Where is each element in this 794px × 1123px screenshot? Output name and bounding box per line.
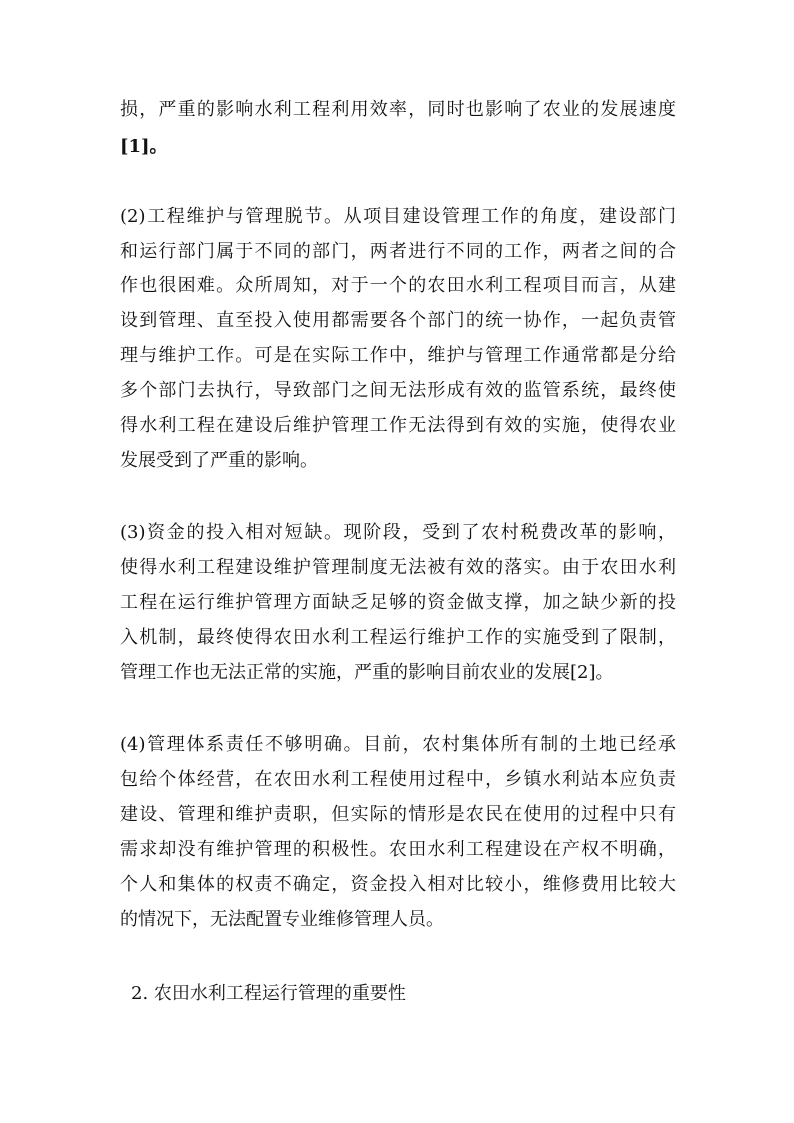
text-line: 个人和集体的权责不确定，资金投入相对比较小，维修费用比较大	[120, 874, 676, 895]
text-line: 理与维护工作。可是在实际工作中，维护与管理工作通常都是分给	[120, 345, 676, 366]
text-line: 设到管理、直至投入使用都需要各个部门的统一协作，一起负责管	[120, 310, 676, 331]
text-line: 发展受到了严重的影响。	[120, 450, 318, 471]
text-line: (2)工程维护与管理脱节。从项目建设管理工作的角度，建设部门	[120, 206, 676, 227]
text-line: 多个部门去执行，导致部门之间无法形成有效的监管系统，最终使	[120, 380, 676, 401]
text-line: 损，严重的影响水利工程利用效率，同时也影响了农业的发展速度	[120, 99, 676, 120]
text-line: 作也很困难。众所周知，对于一个的农田水利工程项目而言，从建	[120, 275, 676, 296]
text-line: (4)管理体系责任不够明确。目前，农村集体所有制的土地已经承	[120, 734, 676, 755]
text-line: 建设、管理和维护责职，但实际的情形是农民在使用的过程中只有	[120, 804, 676, 825]
text-line: 工程在运行维护管理方面缺乏足够的资金做支撑，加之缺少新的投	[120, 592, 676, 613]
text-line: 使得水利工程建设维护管理制度无法被有效的落实。由于农田水利	[120, 557, 676, 578]
text-line: [1]。	[120, 136, 168, 157]
text-line: 的情况下，无法配置专业维修管理人员。	[120, 909, 444, 930]
text-line: (3)资金的投入相对短缺。现阶段，受到了农村税费改革的影响，	[120, 522, 676, 543]
text-line: 管理工作也无法正常的实施，严重的影响目前农业的发展[2]。	[120, 662, 614, 683]
text-line: 需求却没有维护管理的积极性。农田水利工程建设在产权不明确，	[120, 839, 676, 860]
text-line: 包给个体经营，在农田水利工程使用过程中，乡镇水利站本应负责	[120, 769, 676, 790]
text-line: 入机制，最终使得农田水利工程运行维护工作的实施受到了限制，	[120, 627, 676, 648]
section-heading: 2. 农田水利工程运行管理的重要性	[131, 983, 406, 1004]
text-line: 和运行部门属于不同的部门，两者进行不同的工作，两者之间的合	[120, 241, 676, 262]
text-line: 得水利工程在建设后维护管理工作无法得到有效的实施，使得农业	[120, 415, 676, 436]
